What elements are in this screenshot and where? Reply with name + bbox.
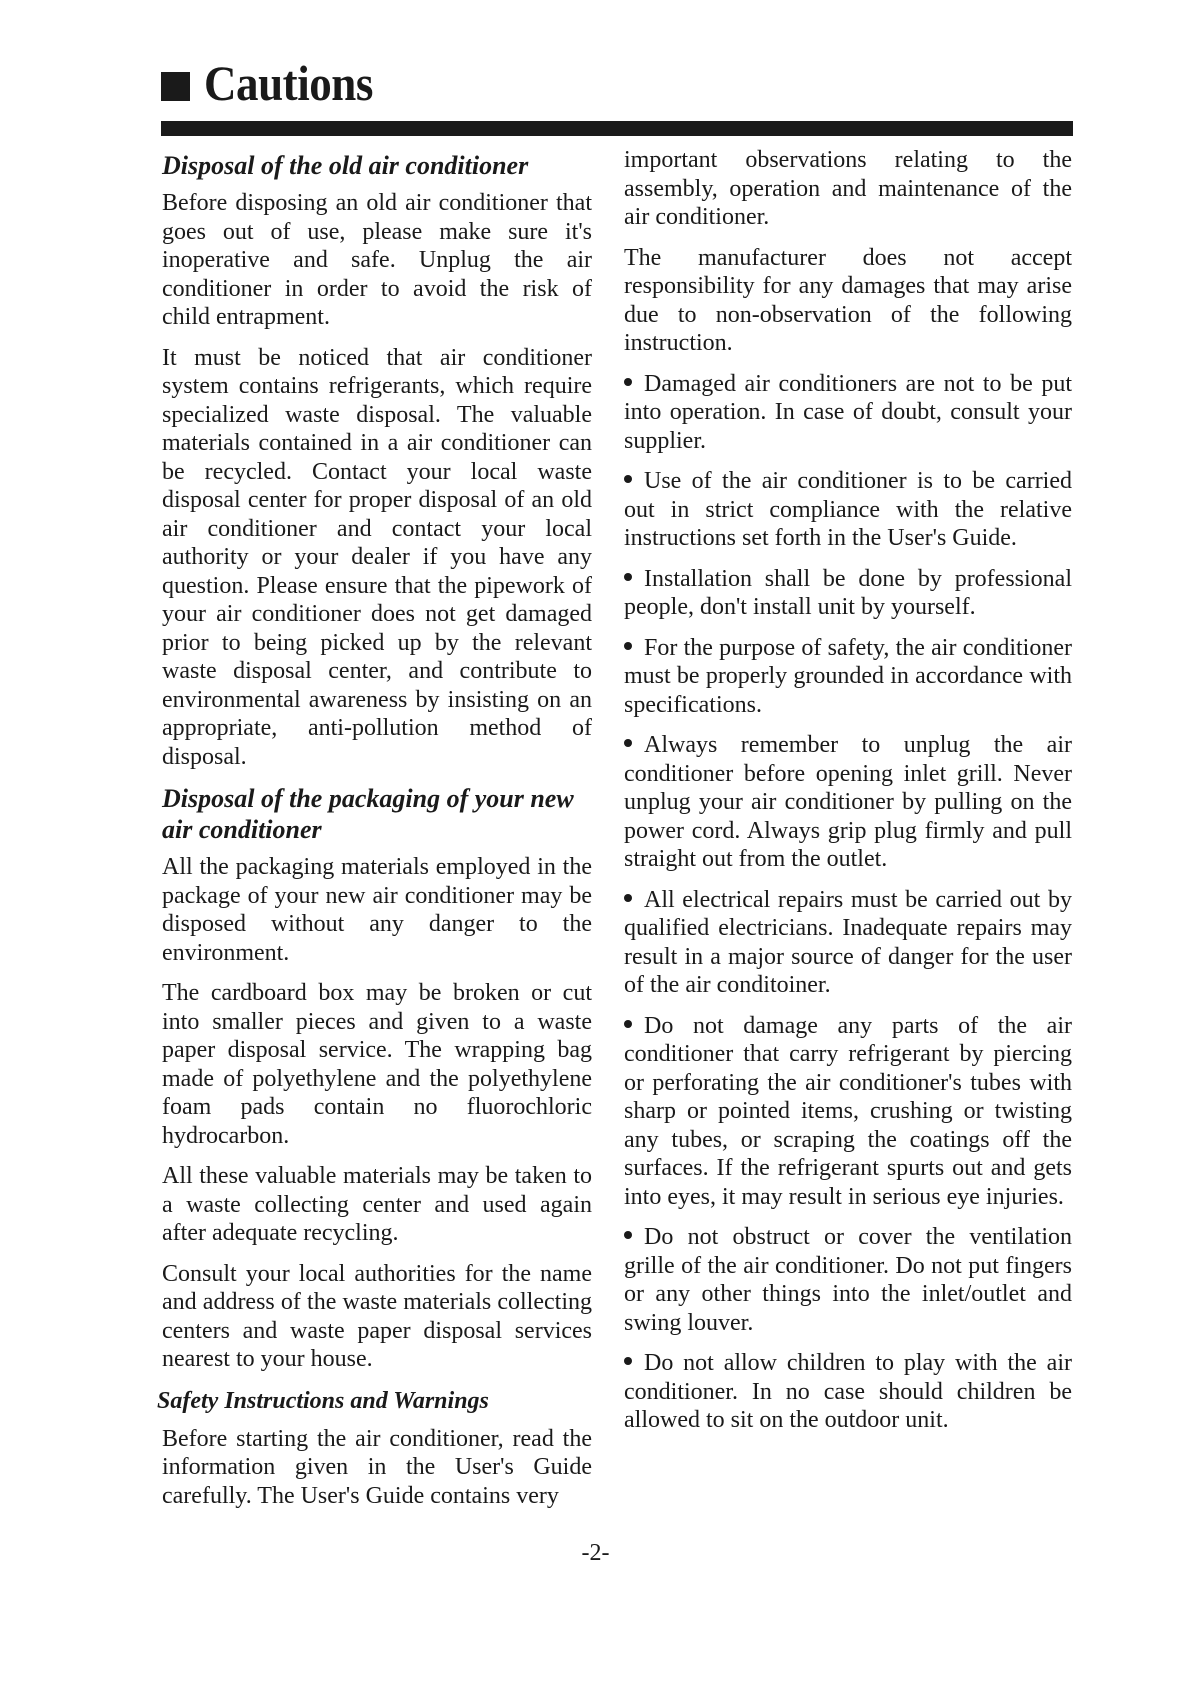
para-manufacturer: The manufacturer does not accept responsibility for any damages that may arise due to non-observation of the following instruction.: [624, 244, 1072, 356]
bullet-icon: [624, 1357, 632, 1365]
para-old-ac-1: Before disposing an old air conditioner that goes out of use, please make sure it's inoperative and safe. Unplug the air conditioner in order to avoid the risk of child entrapment.: [162, 190, 592, 330]
heading-packaging-disposal: Disposal of the packaging of your new air conditioner: [162, 784, 574, 844]
para-packaging-4: Consult your local authorities for the name and address of the waste materials collecting centers and waste paper disposal services nearest to your house.: [162, 1260, 592, 1372]
bullet-item: [624, 1349, 1072, 1435]
bullet-text: Do not obstruct or cover the ventilation grille of the air conditioner. Do not put fingers or any other things into the inlet/outlet and swing louver.: [624, 1224, 1072, 1336]
para-old-ac-2: It must be noticed that air conditioner system contains refrigerants, which require specialized waste disposal. The valuable materials contained in a air conditioner can be recycled. Contact your local waste disposal center for proper disposal of an old air conditioner and contact your local authority or your dealer if you have any question. Please ensure that the pipework of your air conditioner does not get damaged prior to being picked up by the relevant waste disposal center, and contribute to environmental awareness by insisting on an appropriate, anti-pollution method of disposal.: [162, 344, 592, 770]
bullet-item: [624, 634, 1072, 720]
bullet-icon: [624, 642, 632, 650]
bullet-item: [624, 565, 1072, 622]
para-safety-1: Before starting the air conditioner, read the information given in the User's Guide carefully. The User's Guide contains very: [162, 1425, 592, 1509]
para-packaging-3: All these valuable materials may be taken to a waste collecting center and used again after adequate recycling.: [162, 1163, 592, 1246]
bullet-text: Damaged air conditioners are not to be put into operation. In case of doubt, consult your supplier.: [624, 370, 1072, 454]
heading-old-ac-disposal: Disposal of the old air conditioner: [162, 151, 529, 180]
para-packaging-1: All the packaging materials employed in the package of your new air conditioner may be disposed without any danger to the environment.: [162, 854, 592, 966]
bullet-list: [624, 370, 1072, 1435]
bullet-item: [624, 731, 1072, 874]
bullet-text: Do not allow children to play with the air conditioner. In no case should children be allowed to sit on the outdoor unit.: [624, 1350, 1072, 1433]
header-rule: [161, 121, 1073, 136]
para-packaging-2: The cardboard box may be broken or cut into smaller pieces and given to a waste paper disposal service. The wrapping bag made of polyethylene and the polyethylene foam pads contain no fluorochloric hydrocarbon.: [162, 980, 592, 1149]
bullet-item: [624, 370, 1072, 456]
bullet-icon: [624, 378, 632, 386]
bullet-item: [624, 886, 1072, 1000]
bullet-icon: [624, 739, 632, 747]
black-square-icon: [161, 72, 190, 101]
bullet-text: Installation shall be done by professional people, don't install unit by yourself.: [624, 565, 1072, 620]
bullet-icon: [624, 894, 632, 902]
right-column: [624, 147, 1072, 1447]
page-header: [161, 55, 392, 111]
bullet-icon: [624, 1231, 632, 1239]
bullet-icon: [624, 573, 632, 581]
bullet-icon: [624, 1020, 632, 1028]
bullet-item: [624, 1012, 1072, 1212]
para-continued: important observations relating to the assembly, operation and maintenance of the air conditioner.: [624, 147, 1072, 230]
bullet-text: For the purpose of safety, the air conditioner must be properly grounded in accordance with specifications.: [624, 634, 1072, 718]
page-number: -2-: [581, 1540, 610, 1566]
bullet-text: Always remember to unplug the air conditioner before opening inlet grill. Never unplug your air conditioner by pulling on the power cord. Always grip plug firmly and pull straight out from the outlet.: [624, 732, 1072, 872]
bullet-text: All electrical repairs must be carried out by qualified electricians. Inadequate repairs may result in a major source of danger for the user of the air conditoiner.: [624, 886, 1072, 998]
bullet-text: Use of the air conditioner is to be carried out in strict compliance with the relative instructions set forth in the User's Guide.: [624, 468, 1072, 551]
heading-safety-instructions: Safety Instructions and Warnings: [157, 1387, 489, 1414]
bullet-item: [624, 467, 1072, 553]
left-column: [157, 150, 592, 1522]
bullet-text: Do not damage any parts of the air conditioner that carry refrigerant by piercing or perforating the air conditioner's tubes with sharp or pointed items, crushing or twisting any tubes, or scraping the coatings off the surfaces. If the refrigerant spurts out and gets into eyes, it may result in serious eye injuries.: [624, 1012, 1072, 1210]
page-title: Cautions: [204, 55, 373, 111]
bullet-icon: [624, 475, 632, 483]
bullet-item: [624, 1223, 1072, 1337]
